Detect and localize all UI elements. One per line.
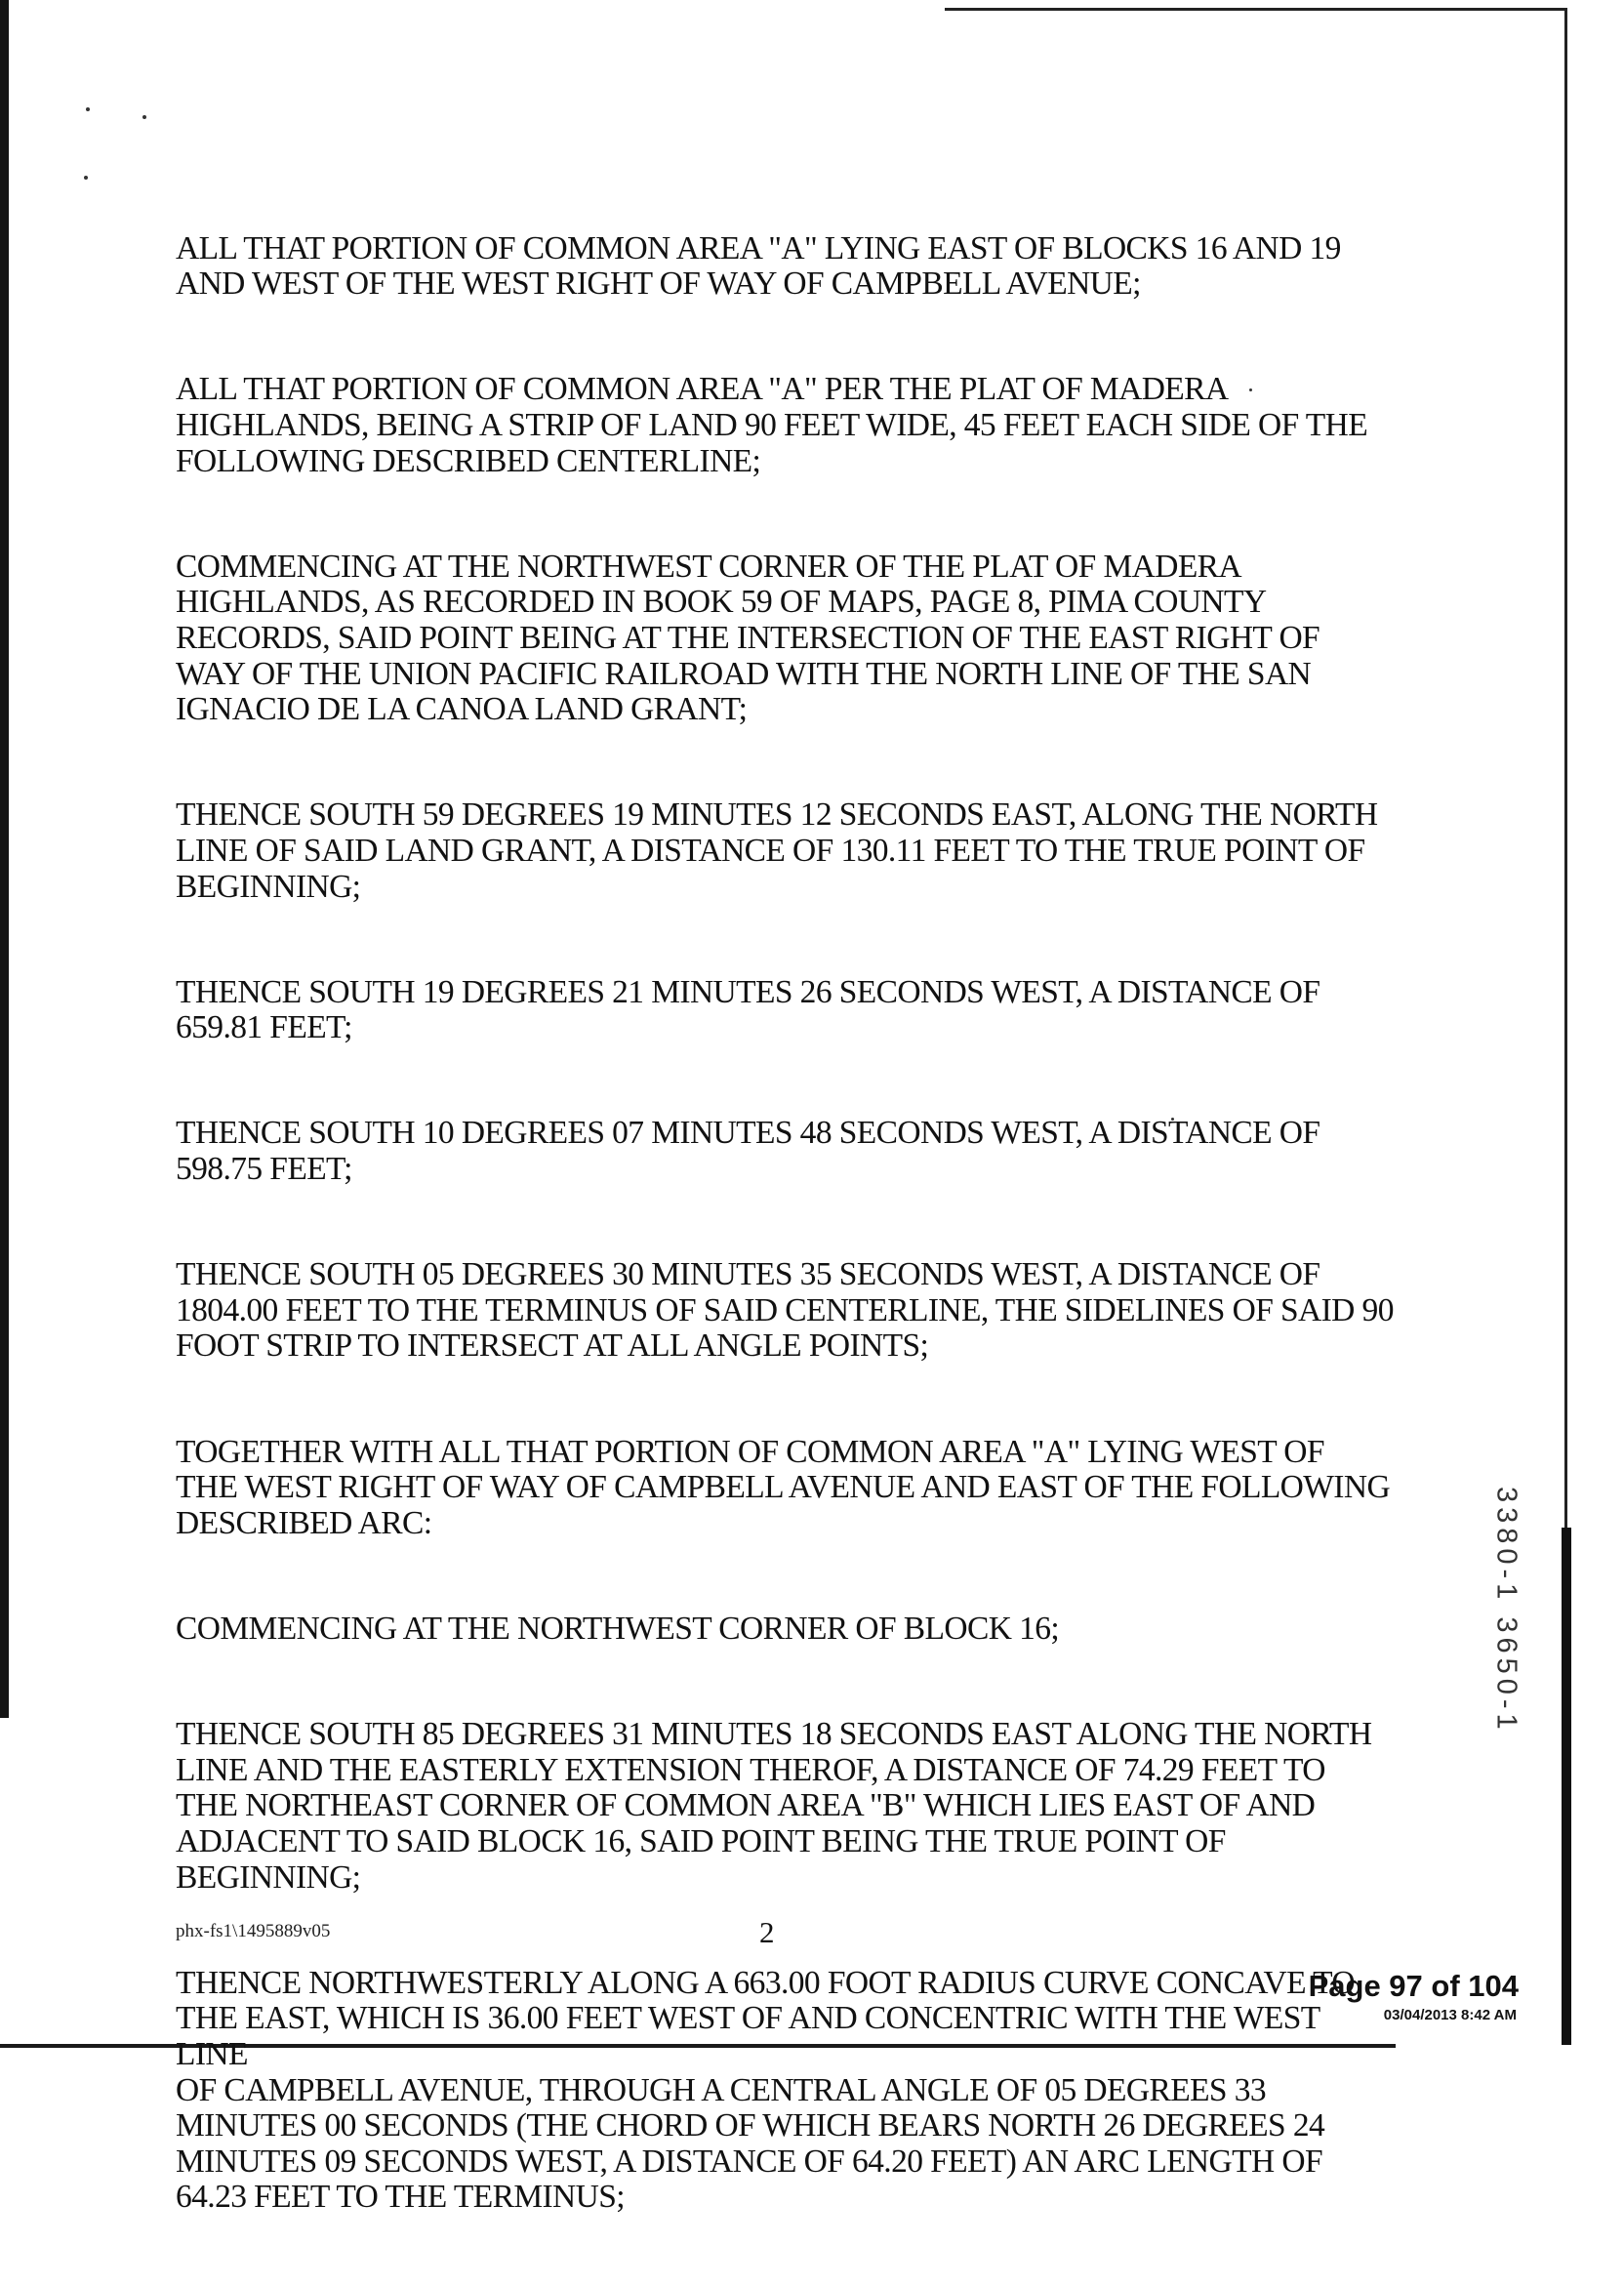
scan-border-top	[945, 8, 1567, 11]
paragraph: THENCE SOUTH 85 DEGREES 31 MINUTES 18 SECONDS EAST ALONG THE NORTH LINE AND THE EASTERLY EXTENSION THEROF, A DISTANCE OF 74.29 FEET TO THE NORTHEAST CORNER OF COMMON AREA "B" WHICH LIES EAST OF AND ADJACENT TO SAID BLOCK 16, SAID POINT BEING THE TRUE POINT OF BEGINNING;	[176, 1716, 1372, 1896]
document-id: phx-fs1\1495889v05	[176, 1921, 331, 1941]
paragraph: COMMENCING AT THE NORTHWEST CORNER OF BLOCK 16;	[176, 1611, 1060, 1647]
scan-speck	[84, 176, 88, 180]
scan-speck	[142, 115, 146, 119]
scan-border-right-thick	[1562, 1528, 1571, 2045]
paragraph: THENCE SOUTH 05 DEGREES 30 MINUTES 35 SECONDS WEST, A DISTANCE OF 1804.00 FEET TO THE TERMINUS OF SAID CENTERLINE, THE SIDELINES OF SAID 90 FOOT STRIP TO INTERSECT AT ALL ANGLE POINTS;	[176, 1256, 1394, 1365]
paragraph: THENCE SOUTH 19 DEGREES 21 MINUTES 26 SECONDS WEST, A DISTANCE OF 659.81 FEET;	[176, 973, 1320, 1046]
scan-speck	[86, 107, 90, 111]
page-number: 2	[759, 1915, 775, 1949]
legal-description-body	[176, 195, 1396, 2286]
paragraph: THENCE SOUTH 10 DEGREES 07 MINUTES 48 SECONDS WEST, A DISTANCE OF 598.75 FEET;	[176, 1115, 1320, 1188]
timestamp: 03/04/2013 8:42 AM	[1383, 2007, 1517, 2023]
paragraph: ALL THAT PORTION OF COMMON AREA "A" PER THE PLAT OF MADERA HIGHLANDS, BEING A STRIP OF LAND 90 FEET WIDE, 45 FEET EACH SIDE OF THE FOLLOWING DESCRIBED CENTERLINE;	[176, 371, 1368, 479]
paragraph: COMMENCING AT THE NORTHWEST CORNER OF THE PLAT OF MADERA HIGHLANDS, AS RECORDED IN BOOK 59 OF MAPS, PAGE 8, PIMA COUNTY RECORDS, SAID POINT BEING AT THE INTERSECTION OF THE EAST RIGHT OF WAY OF THE UNION PACIFIC RAILROAD WITH THE NORTH LINE OF THE SAN IGNACIO DE LA CANOA LAND GRANT;	[176, 548, 1320, 728]
paragraph: ALL THAT PORTION OF COMMON AREA "A" LYING EAST OF BLOCKS 16 AND 19 AND WEST OF THE WEST RIGHT OF WAY OF CAMPBELL AVENUE;	[176, 229, 1341, 303]
paragraph: THENCE NORTHWESTERLY ALONG A 663.00 FOOT RADIUS CURVE CONCAVE TO THE EAST, WHICH IS 36.00 FEET WEST OF AND CONCENTRIC WITH THE WEST LINE OF CAMPBELL AVENUE, THROUGH A CENTRAL ANGLE OF 05 DEGREES 33 MINUTES 00 SECONDS (THE CHORD OF WHICH BEARS NORTH 26 DEGREES 24 MINUTES 09 SECONDS WEST, A DISTANCE OF 64.20 FEET) AN ARC LENGTH OF 64.23 FEET TO THE TERMINUS;	[176, 1964, 1356, 2216]
paragraph: THENCE SOUTH 59 DEGREES 19 MINUTES 12 SECONDS EAST, ALONG THE NORTH LINE OF SAID LAND GRANT, A DISTANCE OF 130.11 FEET TO THE TRUE POINT OF BEGINNING;	[176, 796, 1378, 905]
scan-border-right	[1564, 10, 1567, 1528]
page-count: Page 97 of 104	[1308, 1969, 1519, 2003]
recording-stamp: 3380-1 3650-1	[1490, 1487, 1522, 1735]
paragraph: TOGETHER WITH ALL THAT PORTION OF COMMON AREA "A" LYING WEST OF THE WEST RIGHT OF WAY OF CAMPBELL AVENUE AND EAST OF THE FOLLOWING DESCRIBED ARC:	[176, 1433, 1391, 1541]
scan-border-left	[0, 0, 9, 1718]
